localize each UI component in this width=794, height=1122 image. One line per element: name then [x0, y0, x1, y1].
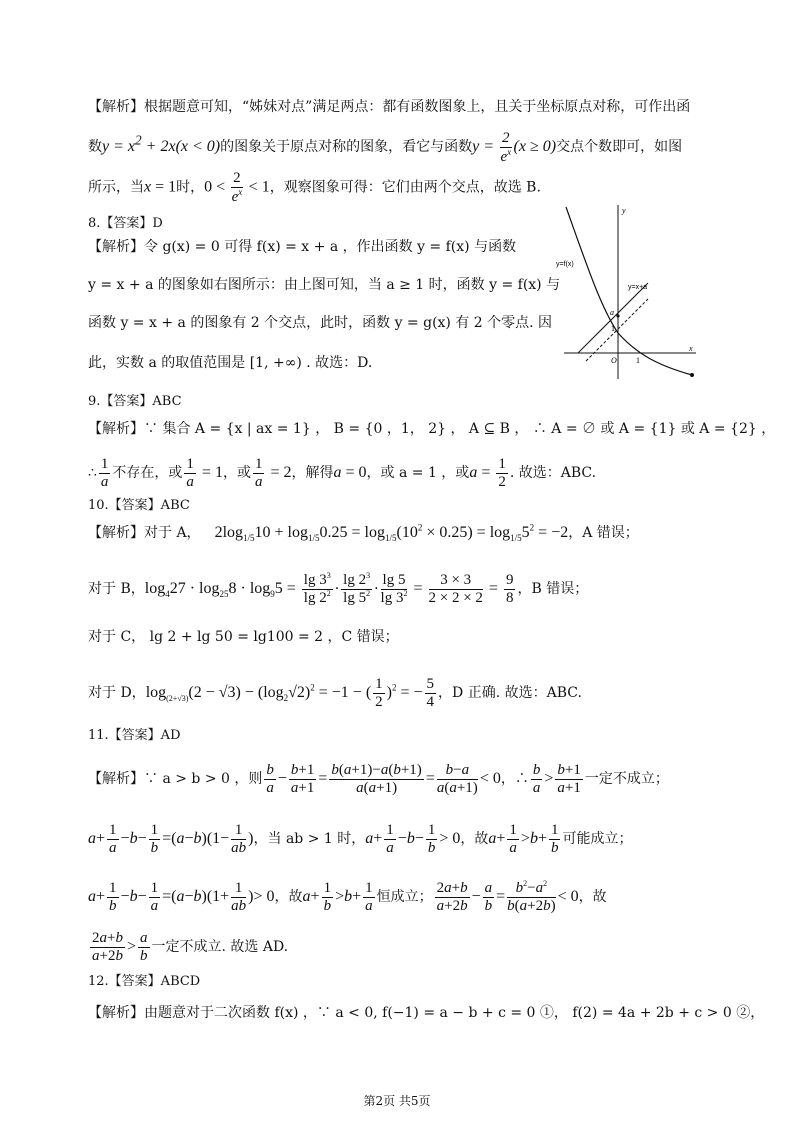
curve-end-dot [690, 373, 694, 377]
q11-answer: 11.【答案】AD [88, 728, 181, 743]
q12-line-1: 【解析】由题意对于二次函数 f(x) ，∵ a < 0, f(−1) = a − b + c = 0 ①， f(2) = 4a + 2b + c > 0 ②， [88, 1005, 765, 1021]
q9-line-1: 【解析】∵ 集合 A = {x | ax = 1} ， B = {0 ，1， 2} ， A ⊆ B ， ∴ A = ∅ 或 A = {1} 或 A = {2} ， [88, 421, 776, 437]
q7-line-3: 所示，当x = 1时，0 < $\frac{2}{e^x}$ < 1，观察图象可得：它们由两个交点，故选 B. [88, 170, 541, 205]
q9-answer: 9.【答案】ABC [88, 394, 182, 409]
page-footer: 第2页 共5页 [363, 1094, 431, 1108]
q8-line-2: y = x + a 的图象如右图所示：由上图可知，当 a ≥ 1 时，函数 y = f(x) 与 [88, 277, 561, 293]
fx-curve [566, 207, 692, 375]
graph-a-label: a [610, 308, 614, 317]
q11-line-3: a+ $\frac{1}{b}$ −b− $\frac{1}{a}$ =(a−b)(1+ $\frac{1}{ab}$ )> 0，故a+ $\frac{1}{b}$ >b+ $\frac{1}{a}$ 恒成立； $\frac{2a+b}{a+2b}$ − $\frac{a}{b}$ = $\frac{b^2-a^2}{b(a+2b)}$ < 0，故 [88, 879, 607, 914]
line-y-x-plus-a [578, 283, 648, 353]
graph-tick-1: 1 [636, 356, 640, 365]
intercept-dot [616, 314, 619, 317]
graph-line-label: y=x+a [628, 284, 648, 291]
graph-x-label: x [689, 344, 693, 353]
q8-line-3: 函数 y = x + a 的图象有 2 个交点，此时，函数 y = g(x) 有 2 个零点. 因 [88, 315, 553, 331]
q11-line-4: $\frac{2a+b}{a+2b}$ > $\frac{a}{b}$ 一定不成立. 故选 AD. [92, 930, 289, 964]
q11-line-2: a+ $\frac{1}{a}$ −b− $\frac{1}{b}$ =(a−b)(1− $\frac{1}{ab}$ )，当 ab > 1 时，a+ $\frac{1}{a}$ −b− $\frac{1}{b}$ > 0，故a+ $\frac{1}{a}$ >b+ $\frac{1}{b}$ 可能成立； [88, 822, 633, 856]
graph-y-label: y [622, 206, 626, 215]
q11-line-1: 【解析】∵ a > b > 0 ，则 $\frac{b}{a}$ − $\frac{b+1}{a+1}$ = $\frac{b(a+1)-a(b+1)}{a(a+1)}$ = $\frac{b-a}{a(a+1)}$ < 0，∴ $\frac{b}{a}$ > $\frac{b+1}{a+1}$ 一定不成立； [88, 762, 669, 796]
graph-fx-label: y=f(x) [556, 261, 574, 268]
graph-one-label: 1 [611, 324, 615, 333]
q8-answer: 8.【答案】D [88, 216, 163, 231]
q7-line-1: 【解析】根据题意可知，“姊妹对点”满足两点：都有函数图象上，且关于坐标原点对称，可作出函 [88, 99, 691, 115]
q10-line-c: 对于 C， lg 2 + lg 50 = lg100 = 2 ，C 错误； [88, 629, 399, 645]
q7-math-1: $y = x^2 + 2x(x < 0)$ [102, 132, 221, 156]
q7-line-2: 数$y = x^2 + 2x(x < 0)$的图象关于原点对称的图象，看它与函数y = $\frac{2}{e^x}$ (x ≥ 0)交点个数即可，如图 [88, 130, 683, 165]
q7-math-2: y = $\frac{2}{e^x}$ (x ≥ 0) [472, 130, 557, 165]
q10-line-d: 对于 D，$\log_{(2+√3)}(2 - √3) - (\log_2√2)^2 = -1$ − ( $\frac{1}{2}$ )$^2$ = − $\frac{5}{4}$ ，D 正确. 故选：ABC. [88, 676, 582, 710]
q10-answer: 10.【答案】ABC [88, 498, 190, 513]
q10-line-a: 【解析】对于 A， $2\log_{1/5}10 + \log_{1/5}0.25 = \log_{1/5}(10^2 \times 0.25) = \log_{1/5}5^2 = -2$，A 错误； [88, 522, 639, 544]
q10-line-b: 对于 B，$\log_427 \cdot \log_{25}8 \cdot \log_95$ = $\frac{\lg 3^3}{\lg 2^2}$ · $\frac{\lg 2^3}{\lg 5^2}$ · $\frac{\lg 5}{\lg 3^2}$ = $\frac{3 \times 3}{2 \times 2 \times 2}$ = $\frac{9}{8}$ ，B 错误； [88, 571, 589, 606]
q8-line-1: 【解析】令 g(x) = 0 可得 f(x) = x + a ，作出函数 y = f(x) 与函数 [88, 239, 517, 255]
q8-line-4: 此，实数 a 的取值范围是 [1, +∞) . 故选：D. [88, 355, 373, 371]
q8-function-graph [556, 203, 702, 383]
q9-line-2: ∴ $\frac{1}{a}$ 不存在，或 $\frac{1}{a}$ = 1，或 $\frac{1}{a}$ = 2，解得a = 0，或 a = 1 ，或a = $\frac{1}{2}$ . 故选：ABC. [88, 456, 597, 490]
q12-answer: 12.【答案】ABCD [88, 974, 201, 989]
graph-origin-label: O [611, 356, 617, 365]
